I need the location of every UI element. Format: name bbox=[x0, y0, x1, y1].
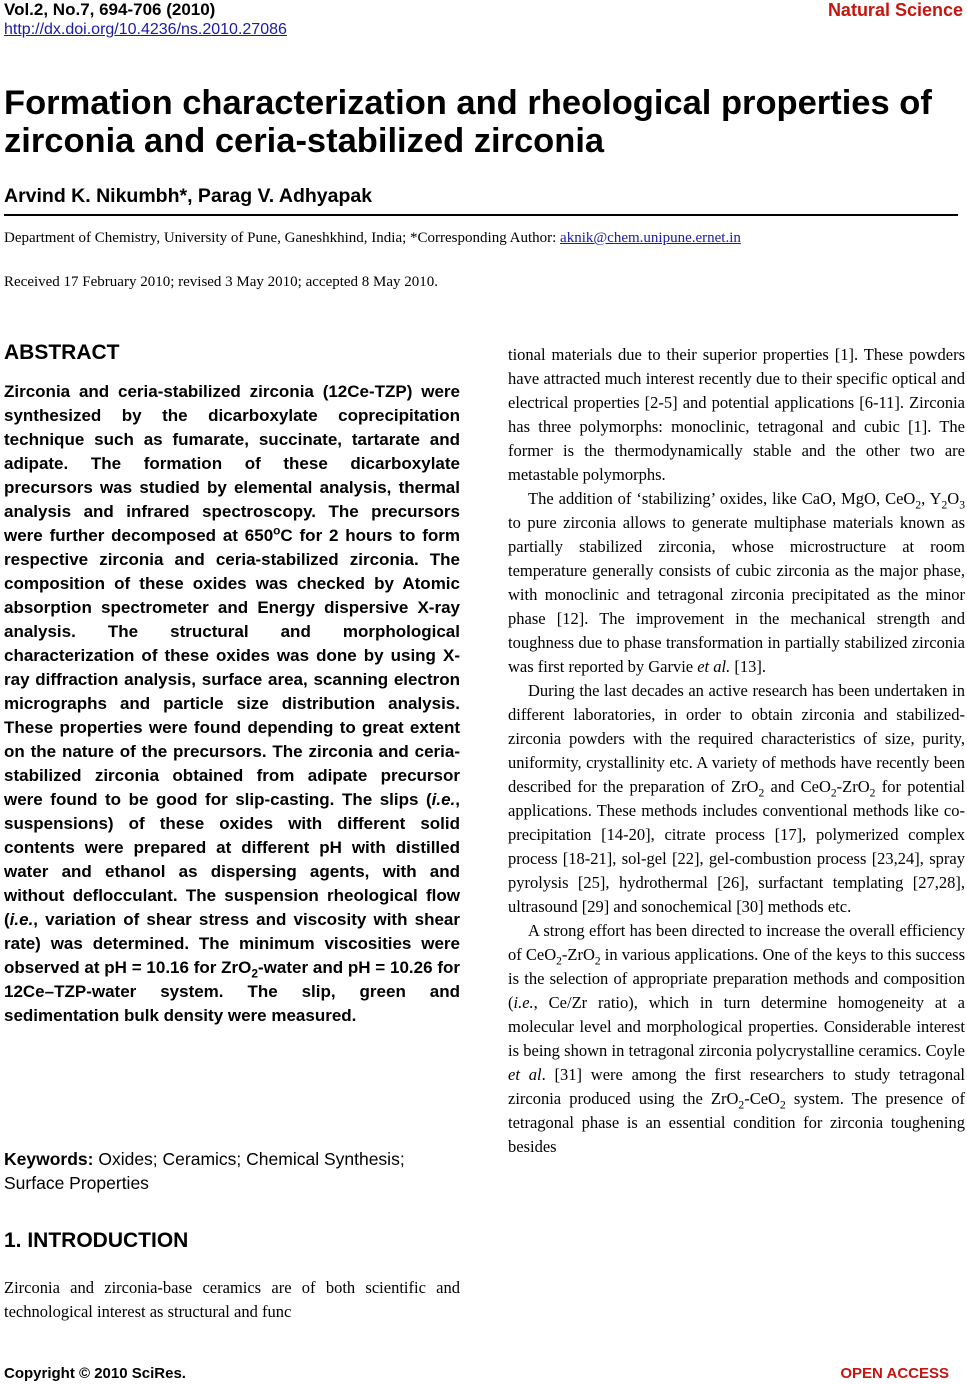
keywords bbox=[4, 1147, 460, 1195]
journal-reference: Vol.2, No.7, 694-706 (2010) bbox=[4, 0, 216, 19]
paragraph: During the last decades an active research has been undertaken in different laboratories, in order to obtain zirconia and stabilized-zirconia powders with the required characteristics of size, purity, uniformity, crystallinity etc. A variety of methods have recently been described for the preparation of ZrO$_2$ and CeO$_2$-ZrO$_2$ for potential applications. These methods includes conventional methods like co-precipitation [14-20], citrate process [17], polymerized complex process [18-21], sol-gel [22], gel-combustion process [23,24], spray pyrolysis [25], hydrothermal [26], surfactant templating [27,28], ultrasound [29] and sonochemical [30] methods etc. bbox=[508, 681, 965, 916]
paragraph: tional materials due to their superior properties [1]. These powders have attracted much interest recently due to their specific optical and electrical properties [2-5] and potential applications [6-11]. Zirconia has three polymorphs: monoclinic, tetragonal and cubic [1]. The former is the thermodynamically stable and the other two are metastable polymorphs. bbox=[508, 345, 965, 484]
keywords-text: Oxides; Ceramics; Chemical Synthesis; Surface Properties bbox=[4, 1149, 405, 1193]
introduction-heading: 1. INTRODUCTION bbox=[4, 1229, 189, 1252]
right-column-body bbox=[508, 343, 965, 1159]
affiliation bbox=[4, 230, 741, 247]
doi-link[interactable]: http://dx.doi.org/10.4236/ns.2010.27086 bbox=[4, 21, 287, 38]
introduction-text: Zirconia and zirconia-base ceramics are of both scientific and technological interest as structural and func bbox=[4, 1278, 460, 1321]
authors: Arvind K. Nikumbh*, Parag V. Adhyapak bbox=[4, 185, 373, 207]
affiliation-text: Department of Chemistry, University of Pune, Ganeshkhind, India; *Corresponding Author: bbox=[4, 230, 561, 246]
paragraph: A strong effort has been directed to increase the overall efficiency of CeO$_2$-ZrO$_2$ in various applications. One of the keys to this success is the selection of appropriate preparation methods and composition (i.e., Ce/Zr ratio), which in turn determine homogeneity at a molecular level and morphological properties. Considerable interest is being shown in tetragonal zirconia polycrystalline ceramics. Coyle et al. [31] were among the first researchers to study tetragonal zirconia produced using the ZrO$_2$-CeO$_2$ system. The presence of tetragonal phase is an essential condition for zirconia toughening besides bbox=[508, 921, 965, 1156]
author-email-link[interactable]: aknik@chem.unipune.ernet.in bbox=[560, 230, 741, 246]
received-dates: Received 17 February 2010; revised 3 May 2010; accepted 8 May 2010. bbox=[4, 274, 439, 290]
abstract-body: Zirconia and ceria-stabilized zirconia (12Ce-TZP) were synthesized by the dicarboxylate coprecipitation technique such as fumarate, succinate, tartarate and adipate. The formation of these dicarboxylate precursors was studied by elemental analysis, thermal analysis and infrared spectroscopy. The precursors were further decomposed at 650$^o$C for 2 hours to form respective zirconia and ceria-stabilized zirconia. The composition of these oxides was checked by Atomic absorption spectrometer and Energy dispersive X-ray analysis. The structural and morphological characterization of these oxides was done by using X-ray diffraction analysis, surface area, scanning electron micrographs and particle size distribution analysis. These properties were found depending to great extent on the nature of the precursors. The zirconia and ceria-stabilized zirconia obtained from adipate precursor were found to be good for slip-casting. The slips (i.e., suspensions) of these oxides with different solid contents were prepared at different pH with distilled water and ethanol as dispersing agents, with and without deflocculant. The suspension rheological flow (i.e., variation of shear stress and viscosity with shear rate) was determined. The minimum viscosities were observed at pH = 10.16 for ZrO$_2$-water and pH = 10.26 for 12Ce–TZP-water system. The slip, green and sedimentation bulk density were measured. bbox=[4, 382, 460, 1025]
keywords-label: Keywords: bbox=[4, 1149, 94, 1169]
header-divider bbox=[4, 214, 958, 216]
journal-name: Natural Science bbox=[827, 0, 963, 20]
paper-title: Formation characterization and rheological properties of zirconia and ceria-stabilized zirconia bbox=[4, 84, 932, 160]
paragraph: The addition of ‘stabilizing’ oxides, like CaO, MgO, CeO$_2$, $Y_2O_3$ to pure zirconia allows to generate multiphase materials known as partially stabilized zirconia, whose microstructure at room temperature generally consists of cubic zirconia as the major phase, with monoclinic and tetragonal zirconia precipitated as the minor phase [12]. The improvement in the mechanical strength and toughness due to phase transformation in partially stabilized zirconia was first reported by Garvie et al. [13]. bbox=[508, 489, 965, 676]
abstract-heading: ABSTRACT bbox=[4, 341, 120, 364]
copyright-notice: Copyright © 2010 SciRes. bbox=[4, 1365, 186, 1382]
open-access-badge: OPEN ACCESS bbox=[840, 1365, 949, 1382]
